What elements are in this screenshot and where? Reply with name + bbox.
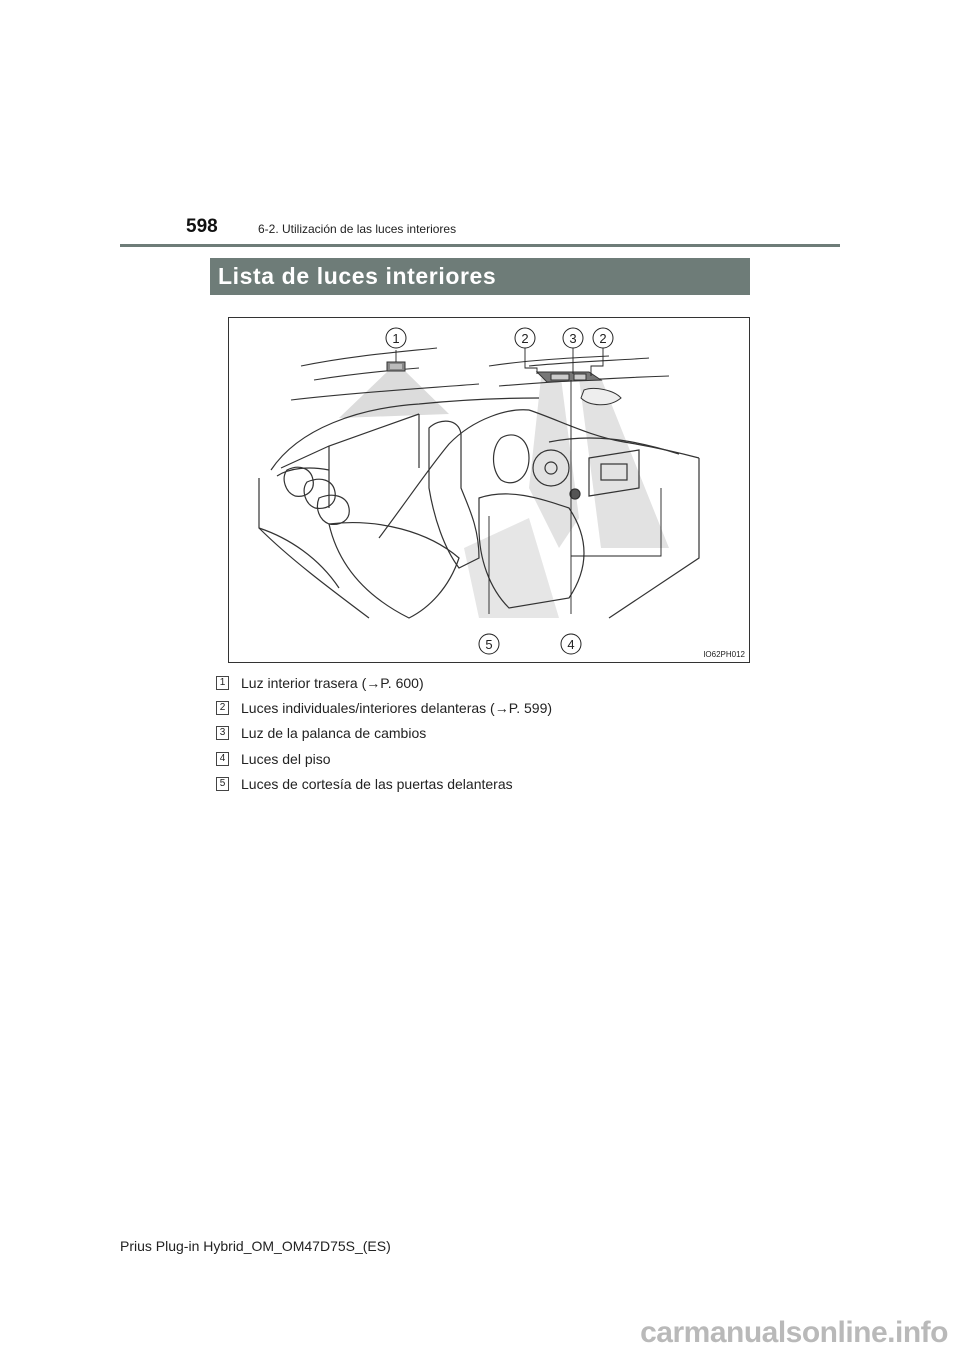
item-number: 2 [216, 701, 229, 715]
item-number: 1 [216, 676, 229, 690]
title-banner [210, 258, 750, 295]
callout-label-2b: 2 [599, 331, 607, 346]
document-footer: Prius Plug-in Hybrid_OM_OM47D75S_(ES) [120, 1238, 391, 1254]
callout-label-2a: 2 [521, 331, 529, 346]
item-number: 5 [216, 777, 229, 791]
interior-lights-illustration [228, 317, 750, 663]
list-item [216, 721, 756, 746]
item-text: Luz de la palanca de cambios [241, 725, 427, 742]
callout-label-1: 1 [392, 331, 400, 346]
item-text: Luces de cortesía de las puertas delanteras [241, 775, 513, 792]
car-interior-drawing [229, 318, 749, 662]
item-number: 3 [216, 726, 229, 740]
page-number: 598 [186, 216, 218, 237]
item-text: Luces del piso [241, 750, 331, 767]
rear-dome-light [387, 362, 405, 371]
item-text: Luces individuales/interiores delanteras (→P. 599) [241, 699, 553, 716]
list-item [216, 771, 756, 796]
callout-label-5: 5 [485, 637, 493, 652]
callout-label-4: 4 [567, 637, 575, 652]
figure-code: IO62PH012 [703, 650, 745, 659]
item-text: Luz interior trasera (→P. 600) [241, 674, 424, 691]
list-item [216, 695, 756, 720]
item-number: 4 [216, 752, 229, 766]
section-header: 6-2. Utilización de las luces interiores [258, 222, 457, 236]
floor-light-cone [464, 518, 559, 618]
watermark: carmanualsonline.info [640, 1316, 948, 1349]
list-item [216, 670, 756, 695]
list-item [216, 746, 756, 771]
callout-label-3: 3 [569, 331, 577, 346]
legend-list [216, 670, 756, 796]
header-rule [120, 244, 840, 247]
page-title: Lista de luces interiores [218, 263, 497, 289]
